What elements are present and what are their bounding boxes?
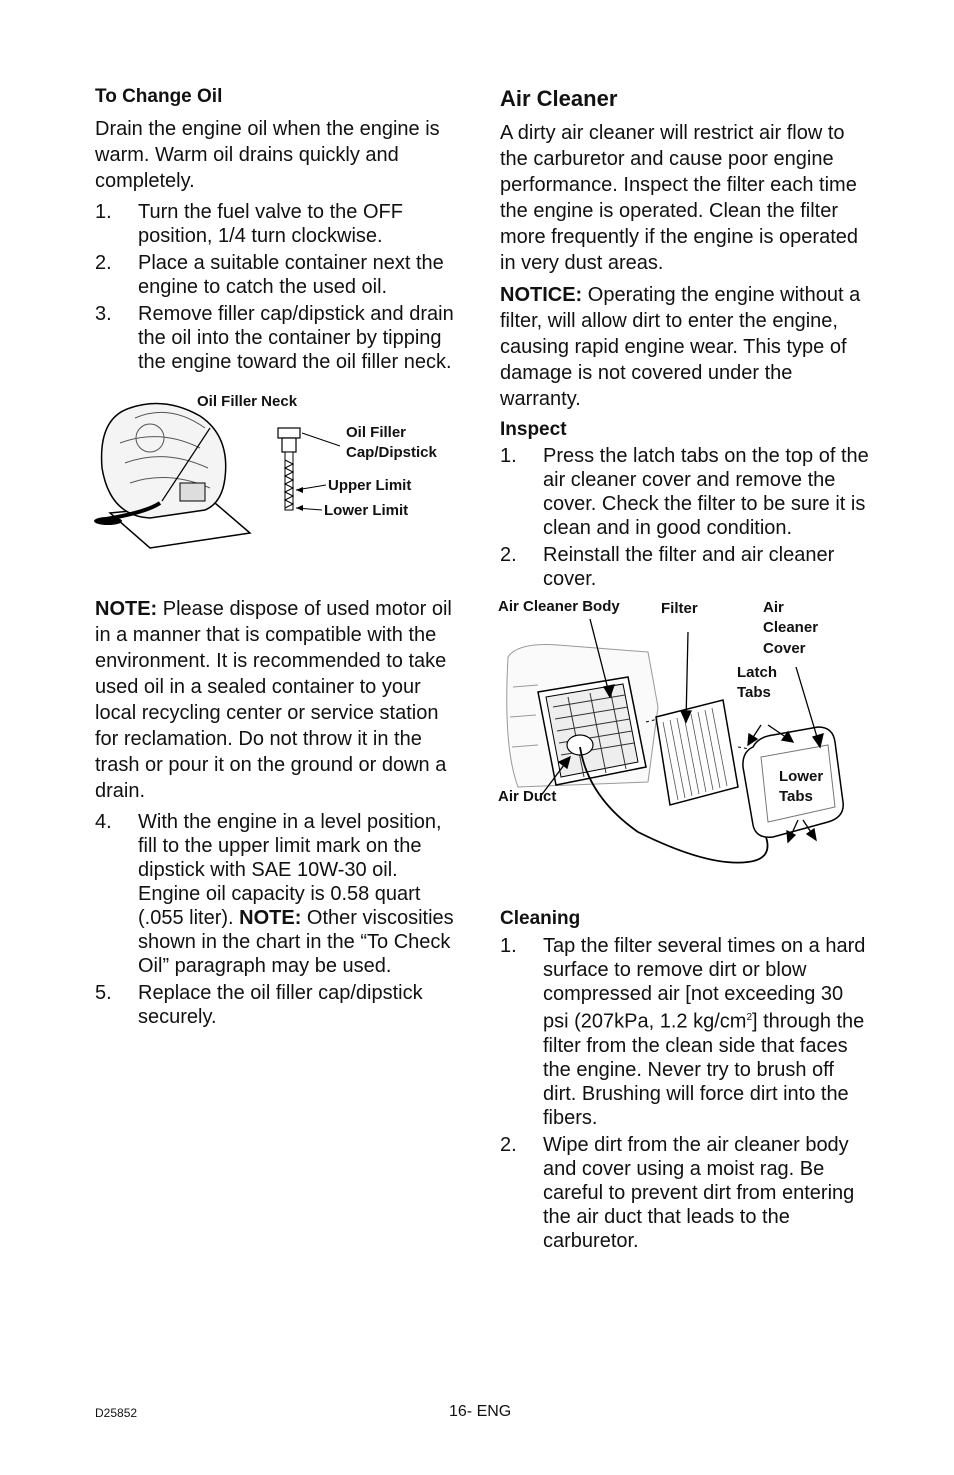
step-number: 2. [500, 1133, 517, 1156]
change-oil-heading: To Change Oil [95, 86, 223, 107]
cleaning-steps [500, 934, 872, 1253]
right-column [500, 85, 872, 1259]
change-oil-steps [95, 200, 465, 374]
air-cleaner-exploded-illustration [498, 597, 878, 897]
list-item [95, 200, 465, 248]
list-item [95, 302, 465, 374]
superscript: 2 [746, 1011, 752, 1023]
step-number: 1. [500, 934, 517, 957]
step-text: Place a suitable container next the engine to catch the used oil. [138, 251, 444, 298]
step-text: Press the latch tabs on the top of the air cleaner cover and remove the cover. Check the filter to be sure it is clean and in good condition. [543, 445, 869, 540]
list-item [500, 444, 872, 540]
step-note-text: Other viscosities shown in the chart in the “To Check Oil” paragraph may be used. [138, 906, 454, 977]
note-text: Please dispose of used motor oil in a manner that is compatible with the environment. It is recommended to take used oil in a sealed container to your local recycling center or service station for reclamation. Do not throw it in the trash or pour it on the ground or down a drain. [95, 597, 452, 802]
air-cleaner-cover-label-1: Air [763, 599, 784, 617]
oil-filler-cap-label-line1: Oil Filler [346, 423, 407, 441]
notice-text: Operating the engine without a filter, will allow dirt to enter the engine, causing rapid engine wear. This type of damage is not covered under the warranty. [500, 283, 861, 410]
cleaning-heading: Cleaning [500, 908, 581, 930]
lower-tabs-label-2: Tabs [779, 788, 813, 806]
step-number: 2. [500, 544, 517, 567]
list-item [500, 1133, 872, 1253]
oil-filler-cap-label-line2: Cap/Dipstick [346, 443, 437, 461]
list-item [500, 543, 872, 591]
note-label: NOTE: [95, 597, 158, 620]
step-number: 3. [95, 302, 112, 325]
notice-paragraph [500, 282, 872, 412]
document-code: D25852 [95, 1406, 138, 1420]
step-number: 5. [95, 981, 112, 1004]
list-item [95, 251, 465, 299]
step-number: 1. [500, 445, 517, 468]
step-text-continued: ] through the filter from the clean side that faces the engine. Never try to brush off dirt. Brushing will force dirt into the fibers. [543, 1010, 865, 1129]
step-text: Remove filler cap/dipstick and drain the oil into the container by tipping the engine toward the oil filler neck. [138, 302, 454, 373]
list-item [500, 934, 872, 1130]
air-duct-label: Air Duct [498, 788, 557, 806]
air-cleaner-intro: A dirty air cleaner will restrict air flow to the carburetor and cause poor engine performance. Inspect the filter each time the engine is operated. Clean the filter more frequently if the engine is operated in very dust areas. [500, 121, 858, 274]
inspect-steps [500, 444, 872, 591]
latch-tabs-label-2: Tabs [737, 684, 771, 702]
air-cleaner-heading: Air Cleaner [500, 86, 618, 111]
air-cleaner-cover-label-2: Cleaner [763, 619, 819, 637]
list-item [95, 810, 465, 978]
change-oil-intro: Drain the engine oil when the engine is warm. Warm oil drains quickly and completely. [95, 117, 440, 192]
page-number: 16- ENG [449, 1403, 512, 1420]
note-label: NOTE: [239, 906, 302, 929]
air-cleaner-cover-label-3: Cover [763, 640, 806, 658]
lower-limit-label: Lower Limit [324, 501, 409, 519]
step-text: Turn the fuel valve to the OFF position, 1/4 turn clockwise. [138, 200, 403, 247]
lower-tabs-label-1: Lower [779, 768, 824, 786]
step-text: Replace the oil filler cap/dipstick securely. [138, 981, 423, 1028]
inspect-heading: Inspect [500, 418, 567, 440]
latch-tabs-label-1: Latch [737, 664, 778, 682]
step-number: 2. [95, 251, 112, 274]
upper-limit-label: Upper Limit [328, 476, 412, 494]
list-item [95, 981, 465, 1029]
air-cleaner-figure [498, 597, 878, 897]
filter-label: Filter [661, 600, 698, 618]
refill-steps [95, 810, 465, 1029]
step-text: Tap the filter several times on a hard surface to remove dirt or blow compressed air [not exceeding 30 psi (207kPa, 1.2 kg/cm [543, 934, 866, 1033]
step-text: Reinstall the filter and air cleaner cover. [543, 544, 835, 591]
step-text: With the engine in a level position, fill to the upper limit mark on the dipstick with SAE 10W-30 oil. Engine oil capacity is 0.58 quart (.055 liter). [138, 810, 442, 929]
step-number: 4. [95, 810, 112, 833]
oil-filler-figure [90, 388, 460, 568]
notice-label: NOTICE: [500, 283, 583, 306]
left-column [95, 85, 465, 1035]
step-number: 1. [95, 200, 112, 223]
disposal-note [95, 596, 465, 804]
step-text: Wipe dirt from the air cleaner body and cover using a moist rag. Be careful to prevent dirt from entering the air duct that leads to the carburetor. [543, 1133, 855, 1252]
oil-filler-neck-label: Oil Filler Neck [197, 392, 298, 410]
air-cleaner-body-label: Air Cleaner Body [498, 598, 620, 616]
